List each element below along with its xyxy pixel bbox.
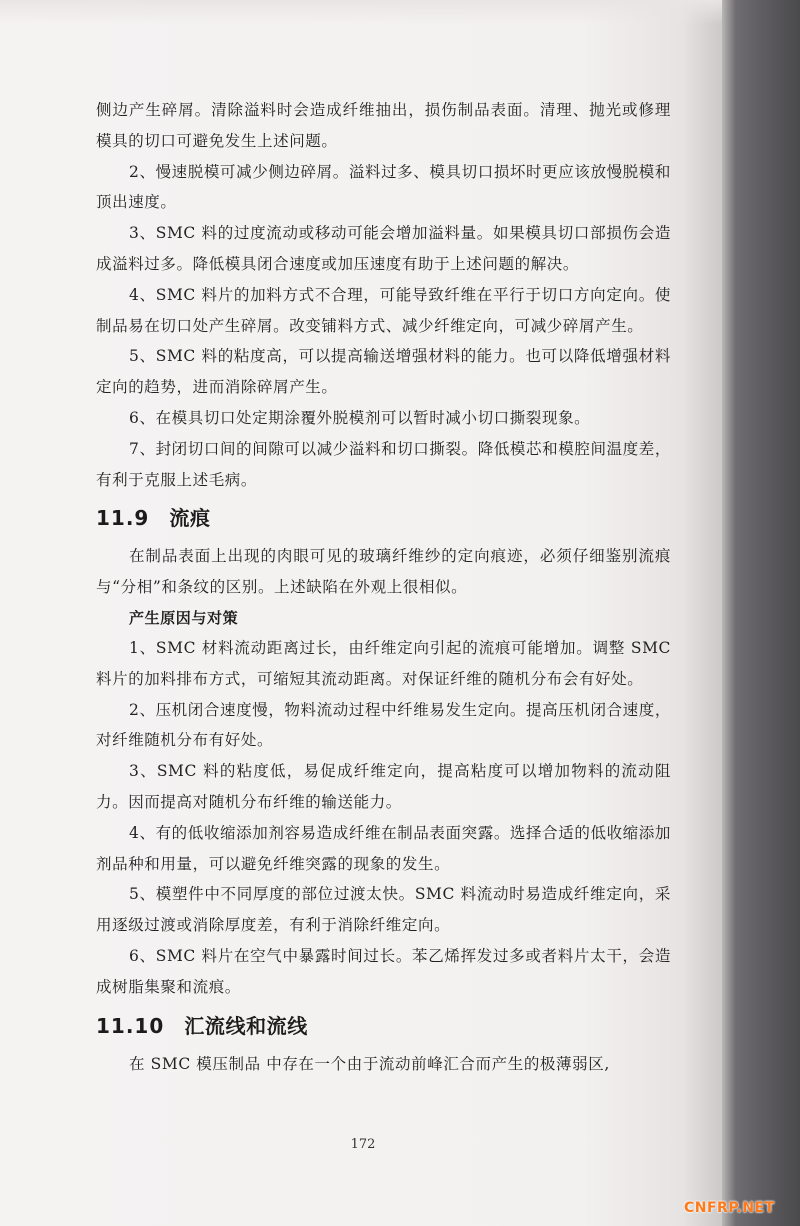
list-item: 1、SMC 材料流动距离过长，由纤维定向引起的流痕可能增加。调整 SMC 料片的加料排布方式，可缩短其流动距离。对保证纤维的随机分布会有好处。 <box>96 638 671 688</box>
list-item: 3、SMC 料的粘度低，易促成纤维定向，提高粘度可以增加物料的流动阻力。因而提高对随机分布纤维的输送能力。 <box>96 762 671 811</box>
list-item: 2、慢速脱模可减少侧边碎屑。溢料过多、模具切口损坏时更应该放慢脱模和顶出速度。 <box>96 162 671 212</box>
list-item: 5、模塑件中不同厚度的部位过渡太快。SMC 料流动时易造成纤维定向，采用逐级过渡或消除厚度差，有利于消除纤维定向。 <box>96 885 671 935</box>
page-edge-shadow <box>722 0 736 1226</box>
list-item: 2、压机闭合速度慢，物料流动过程中纤维易发生定向。提高压机闭合速度，对纤维随机分布有好处。 <box>96 700 671 750</box>
list-item: 4、SMC 料片的加料方式不合理，可能导致纤维在平行于切口方向定向。使制品易在切口处产生碎屑。改变铺料方式、减少纤维定向，可减少碎屑产生。 <box>96 285 671 335</box>
section-title: 汇流线和流线 <box>184 1013 308 1038</box>
section-title: 流痕 <box>169 506 211 531</box>
subheading-causes-and-remedies: 产生原因与对策 <box>129 608 239 627</box>
site-watermark: CNFRP.NET <box>684 1200 775 1216</box>
section-intro: 在 SMC 模压制品 中存在一个由于流动前峰汇合而产生的极薄弱区, <box>129 1054 610 1073</box>
page-number: 172 <box>350 1137 376 1152</box>
list-item: 3、SMC 料的过度流动或移动可能会增加溢料量。如果模具切口部损伤会造成溢料过多。降低模具闭合速度或加压速度有助于上述问题的解决。 <box>96 224 671 273</box>
section-heading-flow-marks <box>96 501 671 535</box>
list-item: 6、SMC 料片在空气中暴露时间过长。苯乙烯挥发过多或者料片太干，会造成树脂集聚和流痕。 <box>96 946 671 996</box>
paragraph-continuation: 侧边产生碎屑。清除溢料时会造成纤维抽出，损伤制品表面。清理、抛光或修理模具的切口可避免发生上述问题。 <box>96 101 671 150</box>
book-binding-edge <box>736 0 800 1226</box>
section-number: 11.9 <box>96 506 150 531</box>
section-number: 11.10 <box>96 1013 165 1038</box>
list-item: 7、封闭切口间的间隙可以减少溢料和切口撕裂。降低模芯和模腔间温度差，有利于克服上述毛病。 <box>96 439 671 489</box>
page-top-shadow <box>0 0 726 24</box>
list-item: 4、有的低收缩添加剂容易造成纤维在制品表面突露。选择合适的低收缩添加剂品种和用量，可以避免纤维突露的现象的发生。 <box>96 823 671 873</box>
section-heading-weld-lines <box>96 1009 671 1043</box>
list-item: 6、在模具切口处定期涂覆外脱模剂可以暂时减小切口撕裂现象。 <box>129 408 591 427</box>
list-item: 5、SMC 料的粘度高，可以提高输送增强材料的能力。也可以降低增强材料定向的趋势，进而消除碎屑产生。 <box>96 347 671 397</box>
page-body <box>96 95 671 1079</box>
section-intro: 在制品表面上出现的肉眼可见的玻璃纤维纱的定向痕迹，必须仔细鉴别流痕与“分相”和条纹的区别。上述缺陷在外观上很相似。 <box>96 547 671 597</box>
